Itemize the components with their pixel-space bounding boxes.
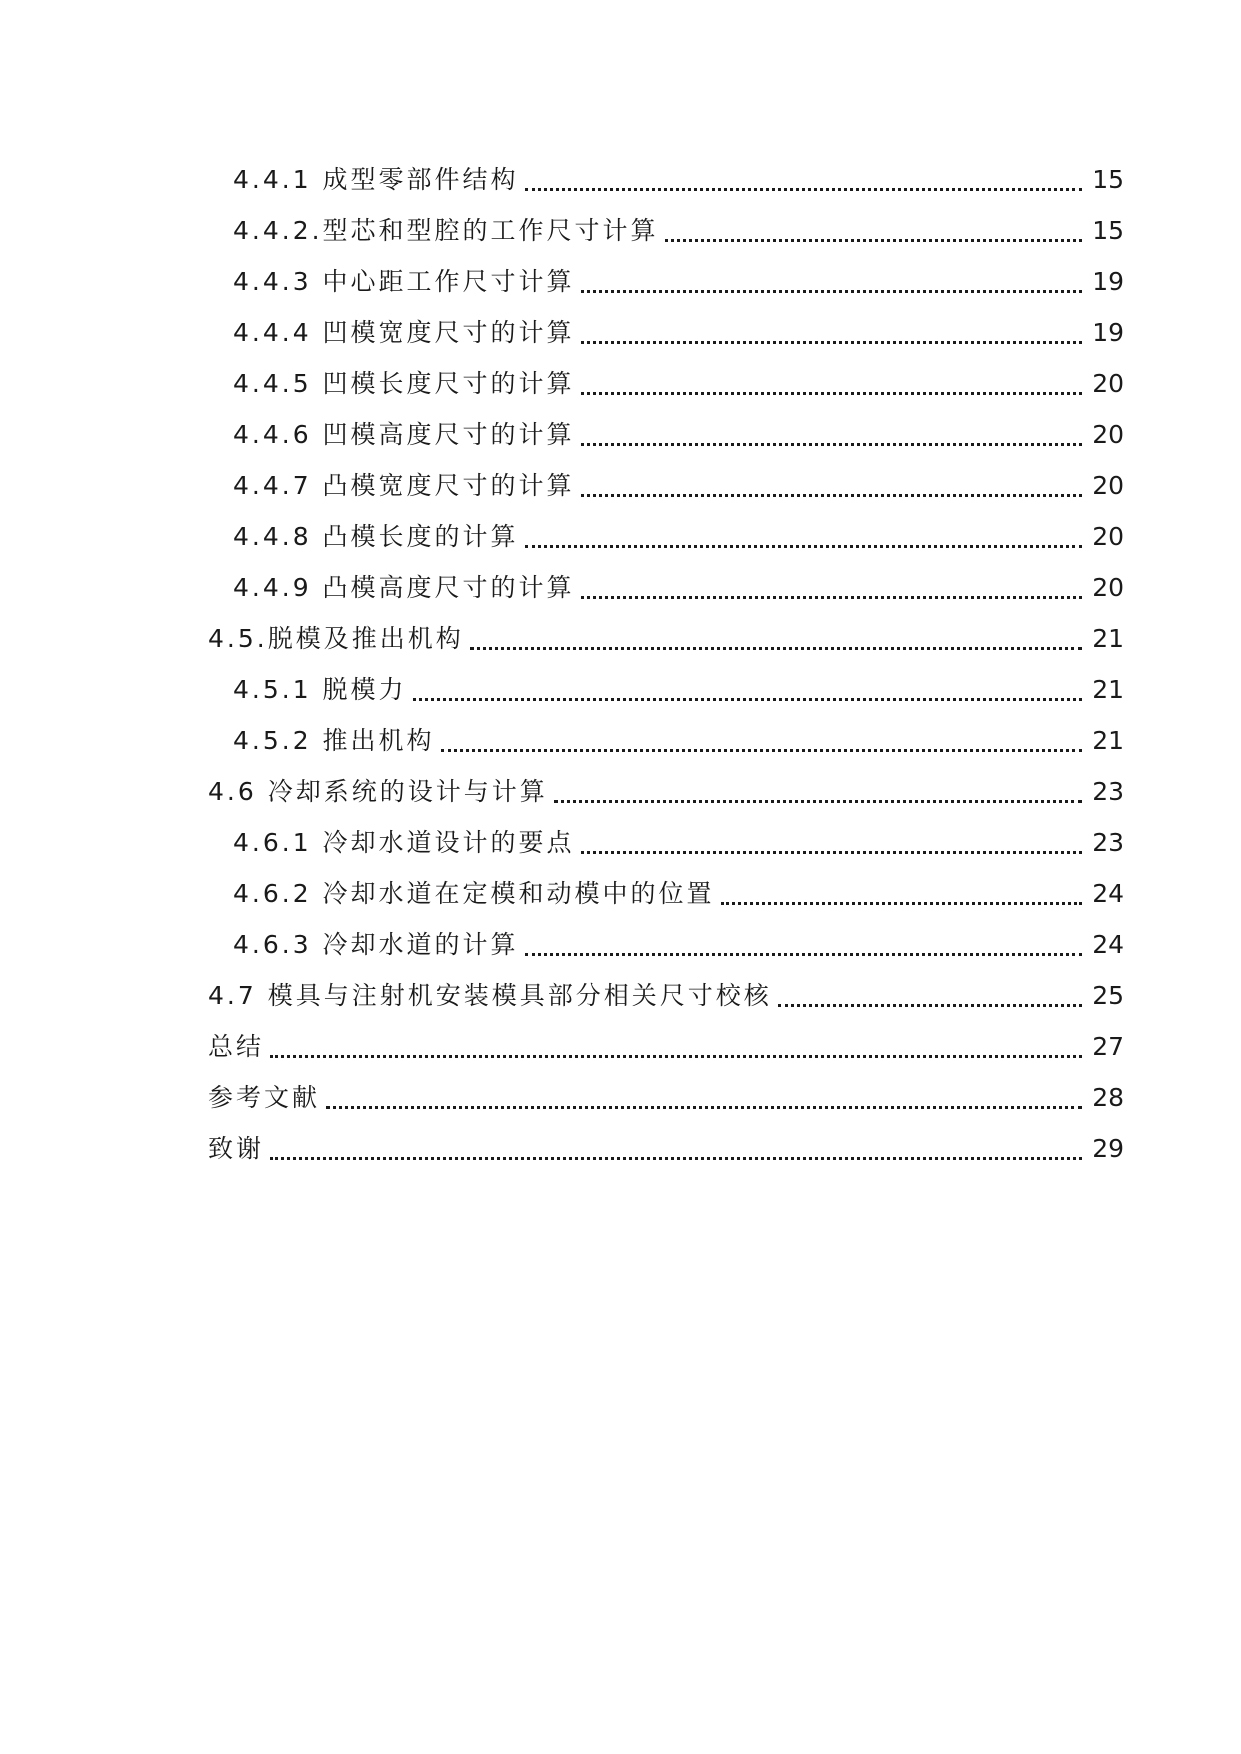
- toc-entry-label: 4.4.5 凹模长度尺寸的计算: [233, 369, 575, 398]
- toc-entry[interactable]: [208, 1027, 1124, 1067]
- toc-entry-label: 参考文献: [208, 1083, 321, 1112]
- toc-entry-page: 20: [1092, 471, 1124, 500]
- toc-entry-label: 4.4.7 凸模宽度尺寸的计算: [233, 471, 575, 500]
- toc-entry-page: 19: [1092, 267, 1124, 296]
- toc-entry-label: 4.4.9 凸模高度尺寸的计算: [233, 573, 575, 602]
- toc-entry[interactable]: [233, 721, 1124, 761]
- toc-entry[interactable]: [233, 160, 1124, 200]
- toc-entry-page: 28: [1092, 1083, 1124, 1112]
- dot-leader: [470, 646, 1082, 650]
- toc-entry-page: 23: [1092, 828, 1124, 857]
- dot-leader: [581, 850, 1083, 854]
- toc-entry[interactable]: [208, 619, 1124, 659]
- toc-entry-label: 4.4.1 成型零部件结构: [233, 165, 519, 194]
- toc-entry-label: 4.6 冷却系统的设计与计算: [208, 777, 548, 806]
- toc-entry-label: 致谢: [208, 1134, 265, 1163]
- toc-entry-page: 20: [1092, 420, 1124, 449]
- toc-entry-page: 25: [1092, 981, 1124, 1010]
- toc-entry-label: 总结: [208, 1032, 265, 1061]
- toc-entry-page: 15: [1092, 165, 1124, 194]
- toc-entry[interactable]: [233, 925, 1124, 965]
- toc-entry-label: 4.6.1 冷却水道设计的要点: [233, 828, 575, 857]
- toc-entry[interactable]: [233, 568, 1124, 608]
- dot-leader: [581, 340, 1083, 344]
- dot-leader: [581, 493, 1083, 497]
- dot-leader: [778, 1003, 1082, 1007]
- dot-leader: [721, 901, 1083, 905]
- toc-entry-label: 4.5.脱模及推出机构: [208, 624, 464, 653]
- dot-leader: [581, 595, 1083, 599]
- toc-entry[interactable]: [233, 262, 1124, 302]
- toc-entry-page: 24: [1092, 879, 1124, 908]
- dot-leader: [270, 1054, 1082, 1058]
- dot-leader: [554, 799, 1082, 803]
- dot-leader: [413, 697, 1083, 701]
- toc-entry[interactable]: [233, 211, 1124, 251]
- dot-leader: [581, 289, 1083, 293]
- toc-entry-page: 15: [1092, 216, 1124, 245]
- toc-entry-page: 19: [1092, 318, 1124, 347]
- toc-entry[interactable]: [233, 466, 1124, 506]
- toc-entry[interactable]: [233, 415, 1124, 455]
- toc-entry[interactable]: [208, 772, 1124, 812]
- toc-entry[interactable]: [233, 364, 1124, 404]
- toc-entry[interactable]: [233, 874, 1124, 914]
- dot-leader: [525, 952, 1083, 956]
- toc-entry[interactable]: [208, 1129, 1124, 1169]
- dot-leader: [441, 748, 1083, 752]
- toc-entry-page: 24: [1092, 930, 1124, 959]
- dot-leader: [525, 544, 1083, 548]
- toc-entry-page: 20: [1092, 522, 1124, 551]
- toc-entry-label: 4.6.2 冷却水道在定模和动模中的位置: [233, 879, 715, 908]
- toc-entry-page: 21: [1092, 624, 1124, 653]
- toc-entry-label: 4.4.8 凸模长度的计算: [233, 522, 519, 551]
- toc-entry[interactable]: [208, 976, 1124, 1016]
- toc-entry-label: 4.4.6 凹模高度尺寸的计算: [233, 420, 575, 449]
- toc-entry-page: 21: [1092, 675, 1124, 704]
- dot-leader: [525, 187, 1083, 191]
- toc-entry[interactable]: [233, 823, 1124, 863]
- toc-entry-label: 4.5.1 脱模力: [233, 675, 407, 704]
- dot-leader: [581, 442, 1083, 446]
- toc-entry[interactable]: [233, 313, 1124, 353]
- toc-entry-page: 27: [1092, 1032, 1124, 1061]
- toc-entry-label: 4.5.2 推出机构: [233, 726, 435, 755]
- dot-leader: [270, 1156, 1082, 1160]
- toc-entry-label: 4.7 模具与注射机安装模具部分相关尺寸校核: [208, 981, 772, 1010]
- toc-entry-page: 20: [1092, 369, 1124, 398]
- toc-entry-label: 4.4.3 中心距工作尺寸计算: [233, 267, 575, 296]
- toc-entry-label: 4.4.2.型芯和型腔的工作尺寸计算: [233, 216, 659, 245]
- toc-entry-page: 20: [1092, 573, 1124, 602]
- toc-entry-label: 4.6.3 冷却水道的计算: [233, 930, 519, 959]
- toc-entry[interactable]: [233, 517, 1124, 557]
- dot-leader: [665, 238, 1083, 242]
- toc-entry-page: 29: [1092, 1134, 1124, 1163]
- dot-leader: [326, 1105, 1082, 1109]
- toc-entry-page: 23: [1092, 777, 1124, 806]
- toc-entry-page: 21: [1092, 726, 1124, 755]
- toc-entry-label: 4.4.4 凹模宽度尺寸的计算: [233, 318, 575, 347]
- dot-leader: [581, 391, 1083, 395]
- toc-entry[interactable]: [233, 670, 1124, 710]
- toc-entry[interactable]: [208, 1078, 1124, 1118]
